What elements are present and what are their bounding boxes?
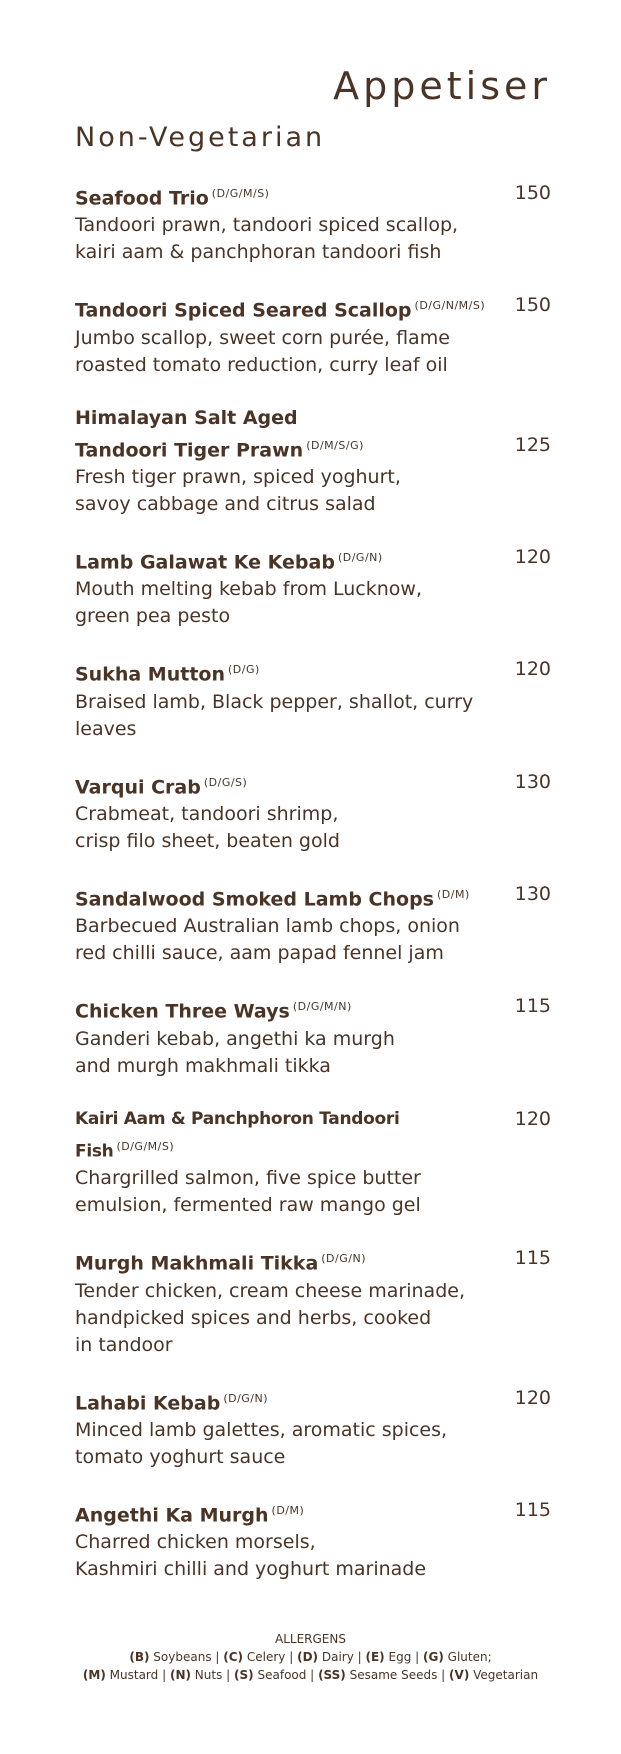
- item-allergens: (D/M): [436, 887, 470, 901]
- item-price: 115: [514, 1498, 551, 1521]
- menu-item: [75, 1497, 551, 1583]
- menu-list: [75, 180, 551, 1609]
- menu-item: [75, 1245, 551, 1358]
- allergen-code: (C): [223, 1650, 244, 1664]
- item-price: 115: [514, 995, 551, 1018]
- item-description: Mouth melting kebab from Lucknow, green pea pesto: [75, 578, 423, 628]
- allergen-code: (G): [423, 1650, 444, 1664]
- menu-item: [75, 656, 551, 742]
- allergen-code: (V): [449, 1668, 470, 1682]
- item-name: Kairi Aam & Panchphoron Tandoori Fish: [75, 1108, 400, 1162]
- page-title: Appetiser: [333, 64, 551, 108]
- item-name-row: [75, 769, 551, 801]
- item-name-row: [75, 1497, 551, 1529]
- menu-item: [75, 180, 551, 266]
- allergens-line-2: [0, 1666, 621, 1684]
- allergen-label: Soybeans |: [153, 1650, 220, 1664]
- item-allergens: (D/M/S/G): [306, 438, 364, 452]
- allergen-code: (E): [365, 1650, 385, 1664]
- allergen-label: Gluten;: [447, 1650, 492, 1664]
- menu-item: [75, 405, 551, 518]
- allergen-label: Mustard |: [109, 1668, 167, 1682]
- item-description: Tender chicken, cream cheese marinade, handpicked spices and herbs, cooked in tandoor: [75, 1279, 465, 1356]
- allergen-code: (N): [169, 1668, 191, 1682]
- item-name-row: [75, 544, 551, 576]
- allergen-code: (S): [234, 1668, 254, 1682]
- menu-item: [75, 993, 551, 1079]
- menu-item: [75, 544, 551, 630]
- allergen-label: Seafood |: [257, 1668, 315, 1682]
- item-name-row: [75, 1245, 551, 1277]
- item-description: Fresh tiger prawn, spiced yoghurt, savoy cabbage and citrus salad: [75, 465, 401, 515]
- item-allergens: (D/G/N): [223, 1391, 269, 1405]
- item-name-row: [75, 993, 551, 1025]
- item-allergens: (D/G/S): [203, 775, 248, 789]
- item-price: 120: [514, 658, 551, 681]
- allergen-label: Nuts |: [194, 1668, 231, 1682]
- item-price: 130: [514, 882, 551, 905]
- item-allergens: (D/G/N): [321, 1252, 366, 1266]
- item-name: Himalayan Salt Aged Tandoori Tiger Prawn: [75, 406, 304, 461]
- item-name: Seafood Trio: [75, 187, 209, 210]
- item-name-row: [75, 1106, 551, 1166]
- allergens-line-1: [0, 1648, 621, 1666]
- item-name-row: [75, 656, 551, 688]
- item-name: Varqui Crab: [75, 775, 201, 798]
- item-price: 130: [514, 770, 551, 793]
- item-name-row: [75, 180, 551, 212]
- menu-item: [75, 769, 551, 855]
- menu-item: [75, 881, 551, 967]
- item-description: Crabmeat, tandoori shrimp, crisp filo sheet, beaten gold: [75, 802, 340, 852]
- item-description: Minced lamb galettes, aromatic spices, tomato yoghurt sauce: [75, 1418, 448, 1468]
- item-name: Sukha Mutton: [75, 663, 225, 686]
- item-description: Charred chicken morsels, Kashmiri chilli and yoghurt marinade: [75, 1531, 427, 1581]
- allergen-label: Celery |: [246, 1650, 294, 1664]
- item-name: Sandalwood Smoked Lamb Chops: [75, 888, 434, 911]
- item-allergens: (D/G/M/S): [116, 1139, 175, 1153]
- allergen-code: (M): [82, 1668, 106, 1682]
- item-name: Murgh Makhmali Tikka: [75, 1252, 319, 1275]
- item-name: Lamb Galawat Ke Kebab: [75, 551, 335, 574]
- allergen-label: Dairy |: [321, 1650, 362, 1664]
- item-allergens: (D/G/M/S): [211, 187, 270, 200]
- item-price: 150: [514, 182, 551, 204]
- item-name: Angethi Ka Murgh: [75, 1504, 269, 1527]
- menu-item: [75, 292, 551, 378]
- item-price: 120: [514, 1386, 551, 1409]
- item-price: 120: [514, 545, 551, 568]
- item-price: 125: [514, 433, 551, 456]
- section-title: Non-Vegetarian: [75, 122, 326, 153]
- allergens-heading: ALLERGENS: [275, 1632, 346, 1646]
- item-description: Chargrilled salmon, five spice butter emulsion, fermented raw mango gel: [75, 1167, 421, 1217]
- allergen-code: (B): [129, 1650, 150, 1664]
- item-allergens: (D/G/N/M/S): [414, 299, 486, 313]
- menu-item: [75, 1385, 551, 1471]
- item-name-row: [75, 405, 551, 464]
- item-description: Braised lamb, Black pepper, shallot, curry leaves: [75, 690, 474, 740]
- allergens-legend: [0, 1630, 621, 1684]
- item-description: Tandoori prawn, tandoori spiced scallop, kairi aam & panchphoran tandoori fish: [75, 214, 459, 264]
- item-allergens: (D/G/M/N): [292, 1000, 352, 1014]
- item-allergens: (D/M): [271, 1503, 305, 1517]
- item-price: 115: [514, 1247, 551, 1270]
- allergen-code: (SS): [318, 1668, 346, 1682]
- item-allergens: (D/G/N): [337, 550, 383, 564]
- item-name-row: [75, 292, 551, 324]
- item-description: Jumbo scallop, sweet corn purée, flame roasted tomato reduction, curry leaf oil: [75, 326, 450, 376]
- item-price: 150: [514, 294, 551, 317]
- item-name: Chicken Three Ways: [75, 1000, 290, 1023]
- item-description: Ganderi kebab, angethi ka murgh and murgh makhmali tikka: [75, 1027, 395, 1077]
- item-price: 120: [514, 1107, 551, 1130]
- item-name: Tandoori Spiced Seared Scallop: [75, 299, 412, 322]
- item-allergens: (D/G): [228, 663, 260, 677]
- menu-item: [75, 1106, 551, 1220]
- item-description: Barbecued Australian lamb chops, onion red chilli sauce, aam papad fennel jam: [75, 915, 460, 965]
- item-name: Lahabi Kebab: [75, 1391, 221, 1414]
- allergen-label: Vegetarian: [473, 1668, 539, 1682]
- allergen-label: Sesame Seeds |: [349, 1668, 446, 1682]
- allergen-label: Egg |: [388, 1650, 420, 1664]
- item-name-row: [75, 1385, 551, 1417]
- item-name-row: [75, 881, 551, 913]
- allergen-code: (D): [297, 1650, 319, 1664]
